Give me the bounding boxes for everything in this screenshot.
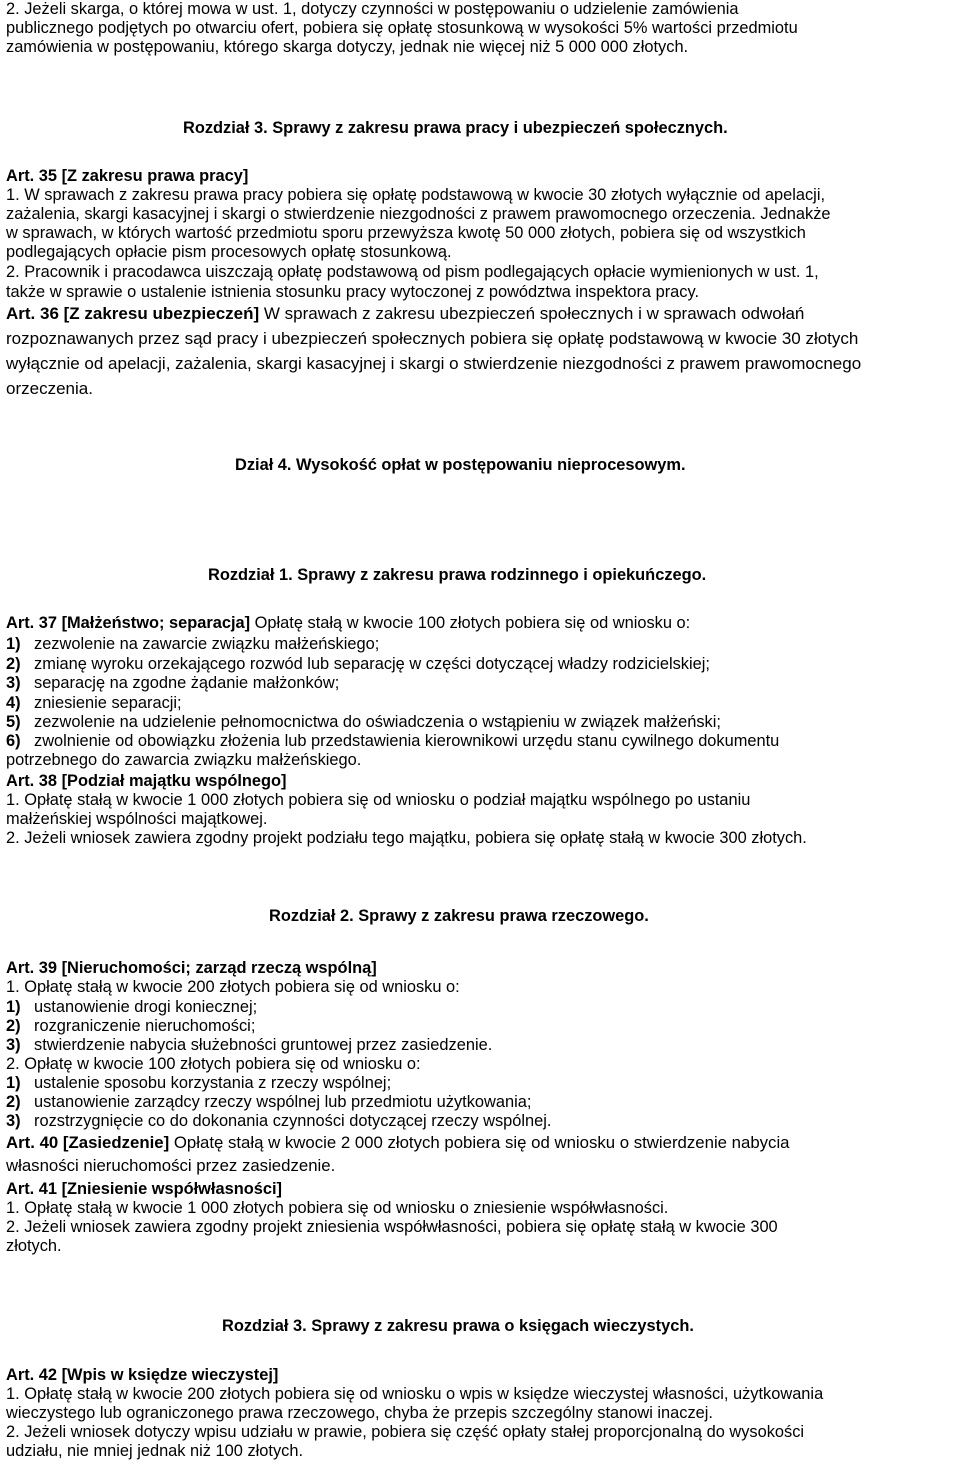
article-40-line <box>6 1132 954 1153</box>
list-item: 5) zezwolenie na udzielenie pełnomocnictwa do oświadczenia o wstąpieniu w związek małżeński; <box>6 713 721 731</box>
list-item: 3) stwierdzenie nabycia służebności gruntowej przez zasiedzenie. <box>6 1036 493 1054</box>
paragraph-line: wyłącznie od apelacji, zażalenia, skargi kasacyjnej i skargi o stwierdzenie niezgodności z prawem prawomocnego <box>6 354 862 373</box>
article-title: Art. 42 [Wpis w księdze wieczystej] <box>6 1366 279 1384</box>
paragraph-line: publicznego podjętych po otwarciu ofert, pobiera się opłatę stosunkową w wysokości 5% wartości przedmiotu <box>6 19 798 37</box>
article-title: Art. 37 [Małżeństwo; separacja] <box>6 614 251 632</box>
list-item: 6) zwolnienie od obowiązku złożenia lub przedstawienia kierownikowi urzędu stanu cywilnego dokumentu <box>6 732 780 750</box>
list-item: 2) rozgraniczenie nieruchomości; <box>6 1017 256 1035</box>
article-title: Art. 38 [Podział majątku wspólnego] <box>6 772 287 790</box>
paragraph-line: 1. Opłatę stałą w kwocie 200 złotych pobiera się od wniosku o: <box>6 978 460 996</box>
paragraph-line: 2. Jeżeli wniosek zawiera zgodny projekt zniesienia współwłasności, pobiera się opłatę stałą w kwocie 300 <box>6 1218 778 1236</box>
chapter-heading: Rozdział 3. Sprawy z zakresu prawa o księgach wieczystych. <box>222 1317 694 1335</box>
article-title: Art. 40 [Zasiedzenie] <box>6 1133 170 1152</box>
article-text: Opłatę stałą w kwocie 2 000 złotych pobiera się od wniosku o stwierdzenie nabycia <box>169 1133 790 1152</box>
list-item: 2) zmianę wyroku orzekającego rozwód lub separację w części dotyczącej władzy rodzicielskiej; <box>6 655 710 673</box>
paragraph-line: podlegających opłacie pism procesowych opłatę stosunkową. <box>6 243 452 261</box>
paragraph-line: złotych. <box>6 1237 62 1255</box>
article-text: W sprawach z zakresu ubezpieczeń społecznych i w sprawach odwołań <box>259 304 805 323</box>
paragraph-line: własności nieruchomości przez zasiedzenie. <box>6 1156 336 1175</box>
article-title: Art. 39 [Nieruchomości; zarząd rzeczą wspólną] <box>6 959 377 977</box>
list-item: 1) zezwolenie na zawarcie związku małżeńskiego; <box>6 635 380 653</box>
article-title: Art. 41 [Zniesienie współwłasności] <box>6 1180 282 1198</box>
paragraph-line: 1. Opłatę stałą w kwocie 1 000 złotych pobiera się od wniosku o zniesienie współwłasności. <box>6 1199 669 1217</box>
chapter-heading: Rozdział 2. Sprawy z zakresu prawa rzeczowego. <box>269 907 649 925</box>
paragraph-line: także w sprawie o ustalenie istnienia stosunku pracy wytoczonej z powództwa inspektora pracy. <box>6 283 699 301</box>
article-36-line <box>6 303 954 324</box>
article-text: Opłatę stałą w kwocie 100 złotych pobiera się od wniosku o: <box>250 614 691 632</box>
paragraph-line: udziału, nie mniej jednak niż 100 złotych. <box>6 1442 304 1460</box>
paragraph-line: 2. Jeżeli skarga, o której mowa w ust. 1, dotyczy czynności w postępowaniu o udzielenie zamówienia <box>6 0 739 18</box>
article-37-line <box>6 614 954 633</box>
paragraph-line: wieczystego lub ograniczonego prawa rzeczowego, chyba że przepis szczególny stanowi inaczej. <box>6 1404 713 1422</box>
chapter-heading: Rozdział 1. Sprawy z zakresu prawa rodzinnego i opiekuńczego. <box>208 566 707 584</box>
paragraph-line: 2. Jeżeli wniosek dotyczy wpisu udziału w prawie, pobiera się część opłaty stałej proporcjonalną do wysokości <box>6 1423 805 1441</box>
paragraph-line: rozpoznawanych przez sąd pracy i ubezpieczeń społecznych pobiera się opłatę podstawową w kwocie 30 złotych <box>6 329 859 348</box>
list-item: 1) ustalenie sposobu korzystania z rzeczy wspólnej; <box>6 1074 392 1092</box>
list-item: 3) separację na zgodne żądanie małżonków; <box>6 674 340 692</box>
paragraph-line: 1. Opłatę stałą w kwocie 1 000 złotych pobiera się od wniosku o podział majątku wspólnego po ustaniu <box>6 791 751 809</box>
paragraph-line: zamówienia w postępowaniu, którego skarga dotyczy, jednak nie więcej niż 5 000 000 złotych. <box>6 38 689 56</box>
article-title: Art. 35 [Z zakresu prawa pracy] <box>6 167 249 185</box>
list-item: 4) zniesienie separacji; <box>6 694 182 712</box>
paragraph-line: 1. W sprawach z zakresu prawa pracy pobiera się opłatę podstawową w kwocie 30 złotych wyłącznie od apelacji, <box>6 186 826 204</box>
paragraph-line: orzeczenia. <box>6 379 93 398</box>
list-item: 2) ustanowienie zarządcy rzeczy wspólnej lub przedmiotu użytkowania; <box>6 1093 532 1111</box>
paragraph-line: 2. Pracownik i pracodawca uiszczają opłatę podstawową od pism podlegających opłacie wymienionych w ust. 1, <box>6 263 819 281</box>
paragraph-line: małżeńskiej wspólności majątkowej. <box>6 810 268 828</box>
chapter-heading: Rozdział 3. Sprawy z zakresu prawa pracy i ubezpieczeń społecznych. <box>183 119 728 137</box>
article-title: Art. 36 [Z zakresu ubezpieczeń] <box>6 304 260 323</box>
division-heading: Dział 4. Wysokość opłat w postępowaniu nieprocesowym. <box>235 456 686 474</box>
paragraph-line: zażalenia, skargi kasacyjnej i skargi o stwierdzenie niezgodności z prawem prawomocnego orzeczenia. Jednakże <box>6 205 831 223</box>
list-item: 1) ustanowienie drogi koniecznej; <box>6 998 258 1016</box>
paragraph-line: 1. Opłatę stałą w kwocie 200 złotych pobiera się od wniosku o wpis w księdze wieczystej własności, użytkowania <box>6 1385 824 1403</box>
list-item: 3) rozstrzygnięcie co do dokonania czynności dotyczącej rzeczy wspólnej. <box>6 1112 552 1130</box>
paragraph-line: 2. Opłatę w kwocie 100 złotych pobiera się od wniosku o: <box>6 1055 421 1073</box>
paragraph-line: w sprawach, w których wartość przedmiotu sporu przewyższa kwotę 50 000 złotych, pobiera się od wszystkich <box>6 224 806 242</box>
paragraph-line: potrzebnego do zawarcia związku małżeńskiego. <box>6 751 362 769</box>
paragraph-line: 2. Jeżeli wniosek zawiera zgodny projekt podziału tego majątku, pobiera się opłatę stałą w kwocie 300 złotych. <box>6 829 807 847</box>
